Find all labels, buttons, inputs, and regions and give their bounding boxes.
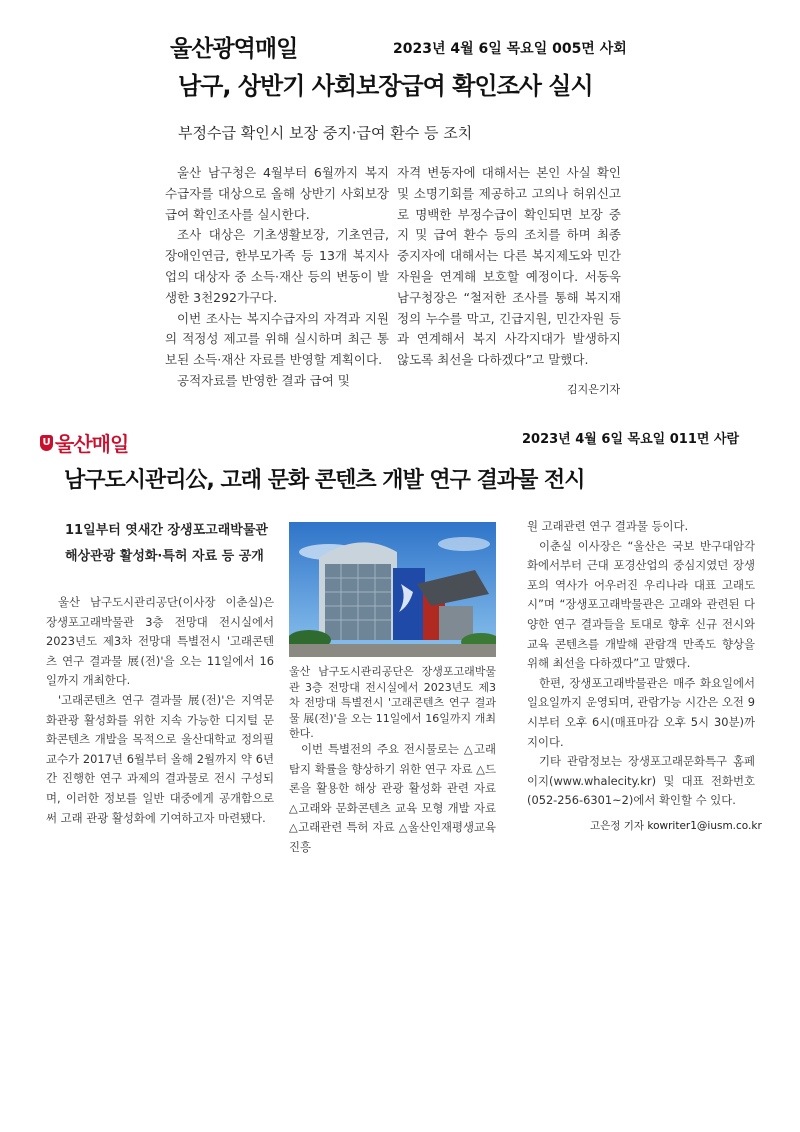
body-paragraph: 조사 대상은 기초생활보장, 기초연금, 장애인연금, 한부모가족 등 13개 복지사업의 대상자 중 소득·재산 등의 변동이 발생한 3천292가구다. [165,227,389,305]
body-paragraph: 한편, 장생포고래박물관은 매주 화요일에서 일요일까지 운영되며, 관람가능 시간은 오전 9시부터 오후 6시(매표마감 오후 5시 30분)까지이다. [527,675,755,749]
article2-headline: 남구도시관리公, 고래 문화 콘텐츠 개발 연구 결과물 전시 [64,468,585,493]
article2-dateline: 2023년 4월 6일 목요일 011면 사람 [522,432,740,447]
article1-byline: 김지은기자 [567,383,621,396]
body-paragraph: '고래콘텐츠 연구 결과물 展(전)'은 지역문화관광 활성화를 위한 지속 가능한 디지털 문화콘텐츠 개발을 목적으로 울산대학교 정의필 교수가 2017년 6월부터 올해 2월까지 약 6년 간 진행한 연구 과제의 결과물로 전시 구성되며, 이러한 정보를 일반 대중에게 공개함으로써 고래 관광 활성화에 기여하고자 마련됐다. [46,692,274,825]
article2-newspaper-logo [40,428,128,457]
article2-subhead-1: 11일부터 엿새간 장생포고래박물관 [65,523,268,538]
newspaper-logo-icon: U [40,435,53,451]
body-paragraph: 자격 변동자에 대해서는 본인 사실 확인 및 소명기회를 제공하고 고의나 허위신고로 명백한 부정수급이 확인되면 보장 중지 및 급여 환수 등의 조치를 하며 최종 중지자에 대해서는 다른 복지제도와 민간자원을 연계해 보호할 예정이다. 서동욱 남구청장은 “철저한 조사를 통해 복지재정의 누수를 막고, 긴급지원, 민간자원 등과 연계해서 복지 사각지대가 발생하지 않도록 최선을 다하겠다”고 말했다. [397,165,621,368]
article2-body-column-3 [527,517,755,811]
body-paragraph: 원 고래관련 연구 결과물 등이다. [527,519,689,533]
body-paragraph: 이춘실 이사장은 “울산은 국보 반구대암각화에서부터 근대 포경산업의 중심지였던 장생포의 역사가 어우러진 우리나라 대표 고래도시”며 “장생포고래박물관은 고래와 관련된 다양한 연구 결과들을 토대로 향후 신규 전시와 교육 콘텐츠를 개발해 관람객 만족도 향상을 위해 최선을 다하겠다”고 말했다. [527,538,755,671]
article2-newspaper-name: 울산매일 [55,432,129,456]
article2-body-column-2 [289,740,496,858]
photo-caption: 울산 남구도시관리공단은 장생포고래박물관 3층 전망대 전시실에서 2023년도 제3차 전망대 특별전시 '고래콘텐츠 연구 결과물 展(전)'을 오는 11일에서 16일까지 개최한다. [289,665,496,740]
whale-museum-photo [289,522,496,657]
article1-body-column-1 [165,163,389,392]
body-paragraph: 공적자료를 반영한 결과 급여 및 [177,372,350,388]
article1-subhead: 부정수급 확인시 보장 중지·급여 환수 등 조치 [178,124,473,142]
article1-headline: 남구, 상반기 사회보장급여 확인조사 실시 [178,72,593,100]
body-paragraph: 이번 조사는 복지수급자의 자격과 지원의 적정성 제고를 위해 실시하며 최근 통보된 소득·재산 자료를 반영할 계획이다. [165,310,389,368]
article2-byline: 고은정 기자 kowriter1@iusm.co.kr [590,820,762,832]
article1-dateline: 2023년 4월 6일 목요일 005면 사회 [393,41,627,57]
body-paragraph: 이번 특별전의 주요 전시물로는 △고래 탐지 확률을 향상하기 위한 연구 자료 △드론을 활용한 해상 관광 활성화 관련 자료 △고래와 문화콘텐츠 교육 모형 개발 자료 △고래관련 특허 자료 △울산인재평생교육진흥 [289,742,496,854]
article1-newspaper-name: 울산광역매일 [170,36,298,62]
article2-body-column-1 [46,593,274,828]
body-paragraph: 기타 관람정보는 장생포고래문화특구 홈페이지(www.whalecity.kr) 및 대표 전화번호(052-256-6301~2)에서 확인할 수 있다. [527,754,755,808]
article1-body-column-2 [397,163,621,371]
body-paragraph: 울산 남구청은 4월부터 6월까지 복지수급자를 대상으로 올해 상반기 사회보장급여 확인조사를 실시한다. [165,165,389,222]
article2-subhead-2: 해상관광 활성화·특허 자료 등 공개 [65,549,264,564]
body-paragraph: 울산 남구도시관리공단(이사장 이춘실)은 장생포고래박물관 3층 전망대 전시실에서 2023년도 제3차 전망대 특별전시 '고래콘텐츠 연구 결과물 展(전)'을 오는 11일에서 16일까지 개최한다. [46,595,274,688]
